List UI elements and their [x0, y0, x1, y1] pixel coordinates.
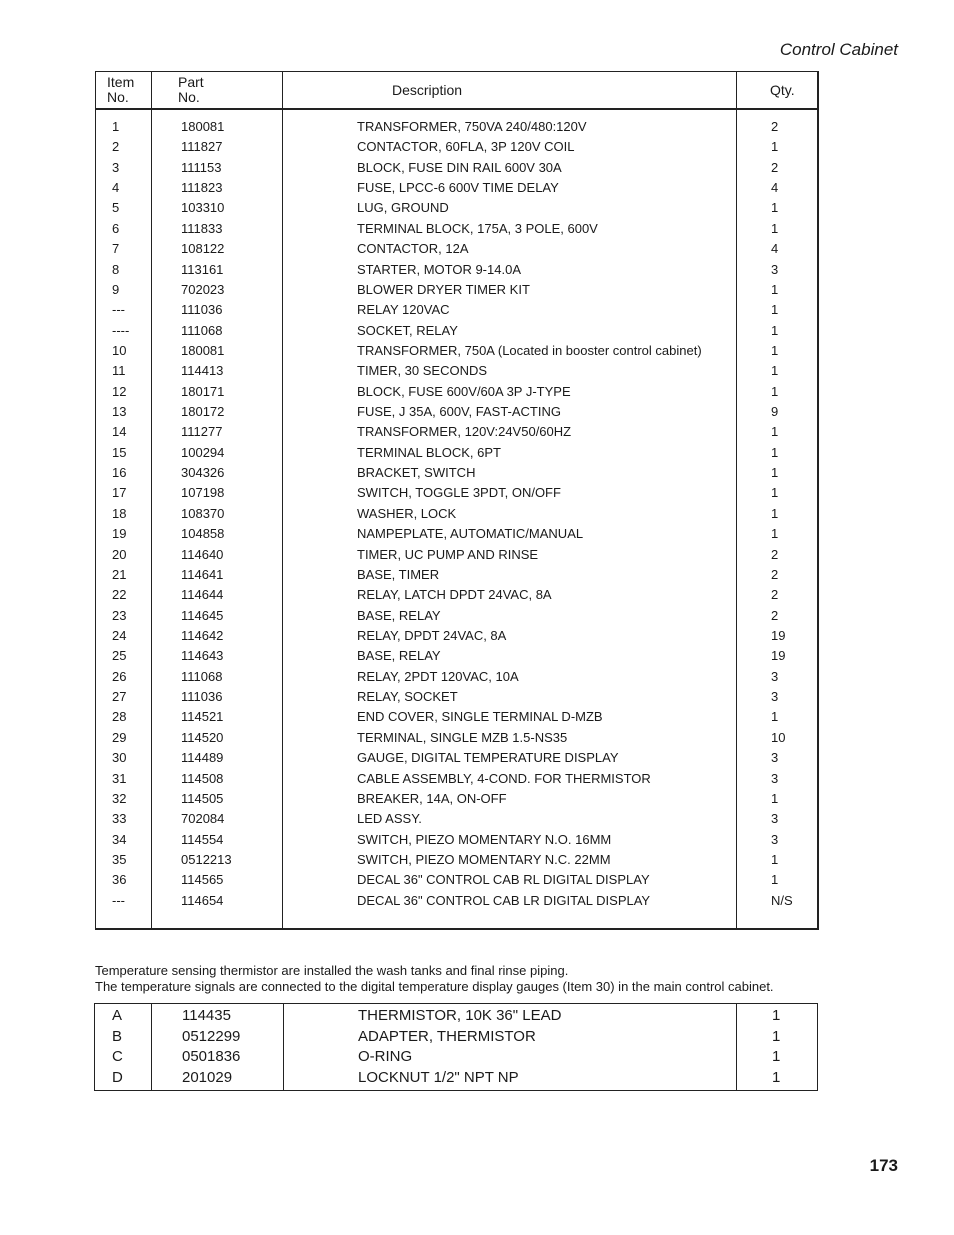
- quantity-cell: 1: [772, 1027, 781, 1045]
- description-cell: RELAY, 2PDT 120VAC, 10A: [357, 668, 519, 684]
- item-number-cell: 21: [112, 566, 127, 582]
- part-number-cell: 111153: [181, 159, 222, 175]
- item-number-cell: 19: [112, 526, 127, 542]
- description-cell: BLOWER DRYER TIMER KIT: [357, 281, 530, 297]
- section-title: Control Cabinet: [779, 40, 898, 59]
- table-row: [95, 1070, 817, 1091]
- part-number-cell: 0501836: [182, 1048, 241, 1065]
- part-number-cell: 180171: [181, 383, 225, 399]
- table-row: [96, 670, 817, 690]
- table-row: [96, 385, 817, 405]
- table-row: [96, 324, 817, 344]
- part-number-cell: 111827: [181, 139, 223, 155]
- quantity-cell: 1: [771, 851, 779, 867]
- description-cell: BREAKER, 14A, ON-OFF: [357, 790, 507, 806]
- table-row: [96, 568, 817, 588]
- part-number-cell: 111036: [181, 302, 223, 318]
- parts-rows: [96, 120, 817, 914]
- quantity-cell: 10: [771, 729, 786, 745]
- part-number-cell: 111833: [181, 220, 223, 236]
- description-cell: GAUGE, DIGITAL TEMPERATURE DISPLAY: [357, 750, 619, 766]
- item-number-cell: 14: [112, 424, 127, 440]
- table-row: [96, 873, 817, 893]
- header-qty: Qty.: [770, 82, 795, 98]
- page-number: 173: [869, 1156, 898, 1175]
- quantity-cell: 1: [771, 465, 779, 481]
- description-cell: BRACKET, SWITCH: [357, 465, 476, 481]
- description-cell: CONTACTOR, 12A: [357, 241, 469, 257]
- table-row: [96, 690, 817, 710]
- quantity-cell: 1: [771, 424, 779, 440]
- item-number-cell: 2: [112, 139, 120, 155]
- table-row: [96, 588, 817, 608]
- item-number-cell: ---: [112, 302, 125, 318]
- item-letter-cell: A: [112, 1007, 123, 1024]
- part-number-cell: 114641: [181, 566, 224, 582]
- part-number-cell: 180172: [181, 404, 225, 420]
- item-number-cell: 24: [112, 627, 127, 643]
- description-cell: TRANSFORMER, 750A (Located in booster control cabinet): [357, 342, 702, 358]
- description-cell: SWITCH, TOGGLE 3PDT, ON/OFF: [357, 485, 561, 501]
- item-number-cell: 10: [112, 342, 127, 358]
- table-row: [96, 710, 817, 730]
- part-number-cell: 180081: [181, 342, 225, 358]
- part-number-cell: 114644: [181, 587, 224, 603]
- part-number-cell: 113161: [181, 261, 224, 277]
- description-cell: SWITCH, PIEZO MOMENTARY N.O. 16MM: [357, 831, 612, 847]
- quantity-cell: 1: [771, 444, 779, 460]
- quantity-cell: 4: [771, 241, 779, 257]
- part-number-cell: 0512299: [182, 1027, 241, 1045]
- table-row: [96, 364, 817, 384]
- parts-table: [95, 71, 819, 930]
- description-cell: RELAY 120VAC: [357, 302, 450, 318]
- description-cell: LUG, GROUND: [357, 200, 449, 216]
- description-cell: O-RING: [358, 1048, 413, 1065]
- description-cell: TIMER, UC PUMP AND RINSE: [357, 546, 539, 562]
- description-cell: NAMPEPLATE, AUTOMATIC/MANUAL: [357, 526, 584, 542]
- description-cell: SOCKET, RELAY: [357, 322, 458, 338]
- note-line-1: Temperature sensing thermistor are installed the wash tanks and final rinse piping.: [95, 963, 569, 978]
- quantity-cell: 3: [771, 750, 779, 766]
- description-cell: LED ASSY.: [357, 811, 422, 827]
- item-number-cell: 6: [112, 220, 120, 236]
- table-row: [96, 242, 817, 262]
- item-letter-cell: D: [112, 1068, 123, 1086]
- item-number-cell: 34: [112, 831, 127, 847]
- table-row: [95, 1008, 817, 1029]
- description-cell: END COVER, SINGLE TERMINAL D-MZB: [357, 709, 603, 725]
- table-row: [96, 792, 817, 812]
- description-cell: CABLE ASSEMBLY, 4-COND. FOR THERMISTOR: [357, 770, 651, 786]
- item-number-cell: 16: [112, 465, 127, 481]
- part-number-cell: 108370: [181, 505, 225, 521]
- table-row: [96, 425, 817, 445]
- description-cell: DECAL 36" CONTROL CAB LR DIGITAL DISPLAY: [357, 892, 651, 908]
- item-number-cell: 33: [112, 811, 127, 827]
- item-number-cell: 26: [112, 668, 127, 684]
- part-number-cell: 114565: [181, 872, 224, 888]
- description-cell: FUSE, J 35A, 600V, FAST-ACTING: [357, 404, 561, 420]
- part-number-cell: 114505: [181, 790, 224, 806]
- part-number-cell: 114508: [181, 770, 224, 786]
- quantity-cell: 9: [771, 404, 779, 420]
- header-divider: [96, 108, 817, 110]
- table-row: [96, 548, 817, 568]
- part-number-cell: 111277: [181, 424, 223, 440]
- table-row: [96, 405, 817, 425]
- item-number-cell: 29: [112, 729, 127, 745]
- part-number-cell: 108122: [181, 241, 225, 257]
- table-row: [96, 731, 817, 751]
- item-number-cell: 4: [112, 180, 120, 196]
- quantity-cell: 1: [771, 485, 779, 501]
- description-cell: WASHER, LOCK: [357, 505, 457, 521]
- thermistor-table: [94, 1003, 818, 1091]
- description-cell: RELAY, LATCH DPDT 24VAC, 8A: [357, 587, 552, 603]
- quantity-cell: 1: [771, 363, 779, 379]
- quantity-cell: 1: [771, 200, 779, 216]
- table-row: [96, 486, 817, 506]
- part-number-cell: 304326: [181, 465, 225, 481]
- table-row: [96, 181, 817, 201]
- description-cell: DECAL 36" CONTROL CAB RL DIGITAL DISPLAY: [357, 872, 650, 888]
- table-row: [96, 609, 817, 629]
- part-number-cell: 702084: [181, 811, 225, 827]
- header-item-line2: No.: [107, 89, 129, 105]
- description-cell: THERMISTOR, 10K 36" LEAD: [358, 1007, 562, 1024]
- part-number-cell: 180081: [181, 119, 225, 134]
- item-number-cell: 9: [112, 281, 120, 297]
- quantity-cell: 1: [771, 220, 779, 236]
- item-number-cell: 1: [112, 119, 120, 134]
- part-number-cell: 702023: [181, 281, 225, 297]
- description-cell: SWITCH, PIEZO MOMENTARY N.C. 22MM: [357, 851, 611, 867]
- quantity-cell: 1: [771, 709, 779, 725]
- part-number-cell: 114554: [181, 831, 224, 847]
- quantity-cell: 1: [771, 342, 779, 358]
- table-row: [96, 527, 817, 547]
- quantity-cell: 2: [771, 159, 779, 175]
- item-number-cell: 12: [112, 383, 127, 399]
- part-number-cell: 111036: [181, 689, 223, 705]
- description-cell: STARTER, MOTOR 9-14.0A: [357, 261, 521, 277]
- part-number-cell: 100294: [181, 444, 225, 460]
- item-number-cell: 18: [112, 505, 127, 521]
- description-cell: BLOCK, FUSE DIN RAIL 600V 30A: [357, 159, 562, 175]
- item-letter-cell: C: [112, 1048, 123, 1065]
- header-part-line2: No.: [178, 89, 200, 105]
- item-number-cell: 22: [112, 587, 127, 603]
- description-cell: TIMER, 30 SECONDS: [357, 363, 488, 379]
- table-row: [96, 161, 817, 181]
- part-number-cell: 114654: [181, 892, 224, 908]
- part-number-cell: 114645: [181, 607, 224, 623]
- quantity-cell: 1: [771, 872, 779, 888]
- quantity-cell: 2: [771, 119, 779, 134]
- table-row: [96, 283, 817, 303]
- quantity-cell: 1: [771, 139, 779, 155]
- description-cell: BLOCK, FUSE 600V/60A 3P J-TYPE: [357, 383, 571, 399]
- header-item-no: [107, 75, 134, 105]
- quantity-cell: 4: [771, 180, 779, 196]
- item-number-cell: 35: [112, 851, 127, 867]
- item-number-cell: 32: [112, 790, 127, 806]
- part-number-cell: 114521: [181, 709, 224, 725]
- description-cell: TRANSFORMER, 120V:24V50/60HZ: [357, 424, 572, 440]
- header-part-line1: Part: [178, 74, 204, 90]
- table-row: [96, 466, 817, 486]
- header-item-line1: Item: [107, 74, 135, 90]
- quantity-cell: 2: [771, 566, 779, 582]
- quantity-cell: 2: [771, 607, 779, 623]
- quantity-cell: 2: [771, 587, 779, 603]
- item-number-cell: ----: [112, 322, 130, 338]
- quantity-cell: 19: [771, 627, 786, 643]
- table-row: [96, 833, 817, 853]
- table-row: [95, 1049, 817, 1070]
- thermistor-rows: [95, 1008, 817, 1090]
- part-number-cell: 104858: [181, 526, 225, 542]
- part-number-cell: 103310: [181, 200, 225, 216]
- description-cell: RELAY, DPDT 24VAC, 8A: [357, 627, 507, 643]
- table-row: [96, 894, 817, 914]
- header-part-no: [178, 75, 204, 105]
- header-description: Description: [392, 82, 463, 98]
- part-number-cell: 114643: [181, 648, 224, 664]
- quantity-cell: 3: [771, 668, 779, 684]
- description-cell: TERMINAL BLOCK, 6PT: [357, 444, 501, 460]
- quantity-cell: 3: [771, 770, 779, 786]
- table-row: [96, 629, 817, 649]
- part-number-cell: 107198: [181, 485, 225, 501]
- quantity-cell: 1: [772, 1068, 781, 1086]
- quantity-cell: 3: [771, 831, 779, 847]
- part-number-cell: 111823: [181, 180, 223, 196]
- table-row: [96, 812, 817, 832]
- description-cell: TERMINAL BLOCK, 175A, 3 POLE, 600V: [357, 220, 598, 236]
- table-row: [96, 140, 817, 160]
- item-number-cell: ---: [112, 892, 125, 908]
- item-number-cell: 7: [112, 241, 120, 257]
- item-number-cell: 30: [112, 750, 127, 766]
- table-row: [96, 446, 817, 466]
- quantity-cell: 2: [771, 546, 779, 562]
- table-row: [96, 120, 817, 140]
- part-number-cell: 201029: [182, 1068, 233, 1086]
- table-row: [96, 853, 817, 873]
- part-number-cell: 114520: [181, 729, 224, 745]
- part-number-cell: 111068: [181, 668, 223, 684]
- quantity-cell: 1: [771, 505, 779, 521]
- table-row: [96, 751, 817, 771]
- quantity-cell: N/S: [771, 892, 793, 908]
- quantity-cell: 3: [771, 261, 779, 277]
- item-letter-cell: B: [112, 1027, 123, 1045]
- table-row: [96, 303, 817, 323]
- quantity-cell: 1: [771, 281, 779, 297]
- quantity-cell: 1: [772, 1007, 781, 1024]
- item-number-cell: 11: [112, 363, 126, 379]
- item-number-cell: 20: [112, 546, 127, 562]
- description-cell: TRANSFORMER, 750VA 240/480:120V: [357, 119, 587, 134]
- description-cell: TERMINAL, SINGLE MZB 1.5-NS35: [357, 729, 568, 745]
- item-number-cell: 8: [112, 261, 120, 277]
- description-cell: RELAY, SOCKET: [357, 689, 458, 705]
- description-cell: BASE, RELAY: [357, 648, 441, 664]
- quantity-cell: 3: [771, 689, 779, 705]
- part-number-cell: 114489: [181, 750, 224, 766]
- item-number-cell: 5: [112, 200, 120, 216]
- table-row: [96, 649, 817, 669]
- description-cell: BASE, TIMER: [357, 566, 440, 582]
- quantity-cell: 1: [771, 302, 779, 318]
- table-row: [96, 772, 817, 792]
- table-row: [96, 507, 817, 527]
- item-number-cell: 3: [112, 159, 120, 175]
- quantity-cell: 1: [771, 383, 779, 399]
- item-number-cell: 15: [112, 444, 127, 460]
- item-number-cell: 27: [112, 689, 127, 705]
- description-cell: FUSE, LPCC-6 600V TIME DELAY: [357, 180, 559, 196]
- quantity-cell: 1: [771, 790, 779, 806]
- item-number-cell: 36: [112, 872, 127, 888]
- part-number-cell: 114435: [182, 1007, 231, 1024]
- item-number-cell: 17: [112, 485, 127, 501]
- quantity-cell: 1: [772, 1048, 781, 1065]
- item-number-cell: 13: [112, 404, 127, 420]
- quantity-cell: 1: [771, 322, 779, 338]
- quantity-cell: 3: [771, 811, 779, 827]
- description-cell: BASE, RELAY: [357, 607, 441, 623]
- table-row: [96, 344, 817, 364]
- item-number-cell: 31: [112, 770, 127, 786]
- quantity-cell: 1: [771, 526, 779, 542]
- table-row: [96, 263, 817, 283]
- part-number-cell: 111068: [181, 322, 223, 338]
- description-cell: CONTACTOR, 60FLA, 3P 120V COIL: [357, 139, 575, 155]
- part-number-cell: 114642: [181, 627, 224, 643]
- notes: [95, 963, 774, 995]
- item-number-cell: 25: [112, 648, 127, 664]
- table-row: [96, 201, 817, 221]
- note-line-2: The temperature signals are connected to the digital temperature display gauges (Item 30) in the main control cabinet.: [95, 979, 774, 994]
- item-number-cell: 23: [112, 607, 127, 623]
- item-number-cell: 28: [112, 709, 127, 725]
- quantity-cell: 19: [771, 648, 786, 664]
- part-number-cell: 114640: [181, 546, 224, 562]
- table-row: [96, 222, 817, 242]
- description-cell: LOCKNUT 1/2" NPT NP: [358, 1068, 519, 1086]
- part-number-cell: 114413: [181, 363, 224, 379]
- table-row: [95, 1029, 817, 1050]
- description-cell: ADAPTER, THERMISTOR: [358, 1027, 536, 1045]
- part-number-cell: 0512213: [181, 851, 232, 867]
